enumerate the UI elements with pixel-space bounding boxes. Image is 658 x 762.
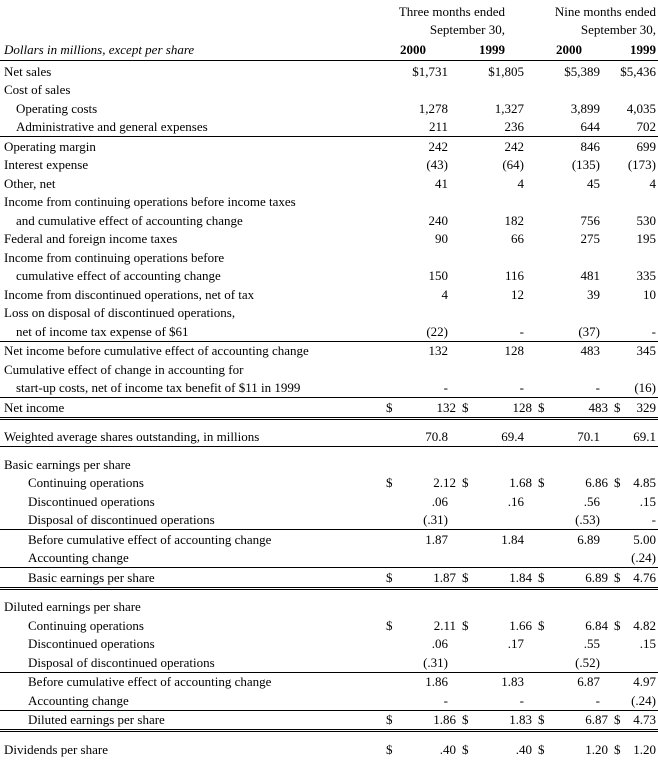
row-label: cumulative effect of accounting change: [16, 268, 221, 283]
row-value: [382, 549, 458, 568]
row-value: -: [651, 323, 656, 339]
row-value: [610, 616, 658, 635]
row-value: 70.8: [382, 428, 458, 447]
row-value: 240: [428, 212, 448, 228]
row-value: [610, 81, 658, 100]
currency-symbol: $: [614, 712, 621, 727]
row-amount: 6.86: [585, 475, 608, 490]
row-value: 1.84: [458, 530, 534, 549]
row-label: Discontinued operations: [28, 636, 155, 651]
table-row: [0, 598, 658, 617]
table-row: [0, 62, 658, 81]
row-label: Before cumulative effect of accounting change: [0, 530, 382, 549]
row-value: [534, 710, 610, 731]
currency-symbol: $: [538, 569, 545, 585]
row-label: Diluted earnings per share: [0, 710, 382, 731]
table-row: [0, 635, 658, 654]
row-value: 530: [636, 212, 656, 228]
row-value: 4: [649, 175, 656, 191]
currency-symbol: $: [386, 741, 393, 757]
row-value: [458, 455, 534, 474]
row-value: 335: [636, 268, 656, 283]
row-value: 41: [435, 175, 448, 191]
row-label: Basic earnings per share: [4, 456, 131, 472]
row-value: [382, 398, 458, 419]
table-row: [0, 230, 658, 249]
row-value: 69.4: [458, 428, 534, 447]
row-value: 699: [610, 137, 658, 156]
row-label: Federal and foreign income taxes: [4, 231, 178, 246]
row-amount: 6.89: [585, 569, 608, 585]
row-spacer: [0, 731, 658, 741]
row-value: [610, 248, 658, 267]
row-value: 116: [504, 268, 524, 283]
row-value: 90: [435, 231, 448, 246]
row-label: Cost of sales: [4, 82, 71, 97]
row-value: 242: [458, 137, 534, 156]
row-value: 182: [504, 212, 524, 228]
row-value: [534, 740, 610, 759]
row-label: Basic earnings per share: [0, 568, 382, 589]
currency-symbol: $: [462, 741, 469, 757]
row-value: 150: [428, 268, 448, 283]
table-row: [0, 455, 658, 474]
row-value: 69.1: [610, 428, 658, 447]
row-label: Income from continuing operations before: [4, 249, 225, 265]
row-label: Loss on disposal of discontinued operations,: [4, 305, 236, 320]
currency-symbol: $: [462, 712, 469, 727]
row-value: [382, 474, 458, 493]
row-value: -: [651, 512, 656, 527]
row-value: $1,731: [412, 63, 448, 79]
row-value: [458, 710, 534, 731]
year-1999-q: 1999: [479, 42, 505, 57]
table-row: [0, 118, 658, 137]
row-value: [382, 455, 458, 474]
row-value: [458, 81, 534, 100]
table-row: [0, 568, 658, 589]
row-value: (.24): [631, 550, 656, 565]
row-label: Disposal of discontinued operations: [28, 512, 215, 527]
row-value: -: [519, 323, 524, 339]
row-label: start-up costs, net of income tax benefit of $11 in 1999: [16, 380, 301, 395]
currency-symbol: $: [614, 741, 621, 757]
row-value: [534, 360, 610, 379]
three-months-header: [399, 3, 505, 39]
row-amount: 1.20: [633, 741, 656, 757]
row-value: (173): [627, 157, 656, 172]
row-amount: 128: [512, 399, 532, 415]
row-value: 66: [511, 231, 524, 246]
row-amount: 132: [436, 399, 456, 415]
table-row: [0, 691, 658, 710]
row-amount: 4.85: [633, 475, 656, 490]
row-value: [382, 360, 458, 379]
income-table: [0, 62, 658, 759]
row-value: (16): [634, 380, 656, 395]
currency-symbol: $: [386, 569, 393, 585]
currency-symbol: $: [538, 712, 545, 727]
row-value: 6.87: [534, 672, 610, 691]
row-label: Income from continuing operations before income taxes: [4, 194, 296, 209]
table-row: [0, 267, 658, 286]
currency-symbol: $: [614, 569, 621, 585]
row-value: -: [595, 692, 600, 708]
row-value: 4: [441, 286, 448, 302]
nine-months-header: [555, 3, 656, 39]
row-value: (22): [426, 323, 448, 339]
row-value: (37): [578, 323, 600, 339]
row-value: [534, 193, 610, 212]
row-value: .06: [431, 636, 448, 651]
row-value: 211: [428, 119, 448, 134]
table-row: [0, 474, 658, 493]
row-amount: 4.73: [633, 712, 656, 727]
row-label: Operating costs: [16, 100, 98, 116]
row-value: .16: [507, 493, 524, 509]
row-value: 10: [643, 286, 656, 302]
row-value: [458, 398, 534, 419]
row-value: [382, 81, 458, 100]
row-label: Other, net: [4, 175, 56, 191]
row-value: .15: [639, 493, 656, 509]
row-label: Interest expense: [4, 157, 89, 172]
row-value: [458, 511, 534, 530]
row-value: -: [519, 692, 524, 708]
currency-symbol: $: [538, 617, 545, 633]
row-label: Net sales: [4, 63, 52, 79]
currency-symbol: $: [614, 617, 621, 633]
table-row: [0, 304, 658, 323]
column-header: [0, 0, 658, 60]
row-amount: 483: [588, 399, 608, 415]
row-value: [382, 598, 458, 617]
row-value: [458, 653, 534, 672]
row-value: [382, 193, 458, 212]
row-label: Operating margin: [0, 137, 382, 156]
row-label: Diluted earnings per share: [4, 599, 141, 614]
row-value: 644: [580, 119, 600, 134]
units-caption: Dollars in millions, except per share: [4, 42, 195, 57]
row-spacer: [0, 418, 658, 428]
row-value: 12: [511, 286, 524, 302]
row-value: [534, 248, 610, 267]
table-row: [0, 530, 658, 549]
row-label: Accounting change: [28, 550, 129, 565]
table-row: [0, 360, 658, 379]
row-label: Disposal of discontinued operations: [28, 654, 215, 670]
table-row: [0, 398, 658, 419]
nine-months-subtitle: September 30,: [580, 22, 656, 37]
three-months-subtitle: September 30,: [429, 22, 505, 37]
table-row: [0, 653, 658, 672]
row-value: 3,899: [570, 100, 600, 116]
row-value: (135): [571, 157, 600, 172]
table-row: [0, 81, 658, 100]
row-label: net of income tax expense of $61: [16, 323, 189, 339]
row-value: [610, 710, 658, 731]
row-value: .55: [583, 636, 600, 651]
table-row: [0, 379, 658, 398]
row-value: $5,389: [564, 63, 600, 79]
row-amount: 6.84: [585, 617, 608, 633]
row-amount: 4.82: [633, 617, 656, 633]
row-amount: 2.12: [433, 475, 456, 490]
table-row: [0, 492, 658, 511]
nine-months-title: Nine months ended: [554, 4, 656, 19]
row-amount: 1.66: [509, 617, 532, 633]
row-value: [458, 304, 534, 323]
row-value: [610, 193, 658, 212]
row-amount: 1.83: [509, 712, 532, 727]
row-value: (.52): [575, 654, 600, 670]
currency-symbol: $: [386, 475, 393, 490]
row-value: (43): [426, 157, 448, 172]
year-2000-q: 2000: [400, 42, 426, 57]
row-value: [534, 616, 610, 635]
row-value: 756: [580, 212, 600, 228]
table-row: [0, 193, 658, 212]
row-value: (.31): [423, 654, 448, 670]
row-amount: 4.76: [633, 569, 656, 585]
row-value: 4: [517, 175, 524, 191]
currency-symbol: $: [462, 569, 469, 585]
row-value: 275: [580, 231, 600, 246]
row-value: -: [519, 380, 524, 395]
row-label: and cumulative effect of accounting change: [16, 212, 243, 228]
year-2000-ytd: 2000: [556, 42, 582, 57]
table-row: [0, 137, 658, 156]
row-value: 483: [534, 341, 610, 360]
row-amount: .40: [439, 741, 456, 757]
row-value: 195: [636, 231, 656, 246]
row-value: [458, 474, 534, 493]
table-row: [0, 99, 658, 118]
row-value: 345: [610, 341, 658, 360]
row-label: Weighted average shares outstanding, in millions: [0, 428, 382, 447]
row-value: [382, 710, 458, 731]
row-label: Discontinued operations: [28, 493, 155, 509]
currency-symbol: $: [614, 475, 621, 490]
row-label: Net income before cumulative effect of accounting change: [0, 341, 382, 360]
row-label: Accounting change: [28, 692, 129, 708]
row-value: [610, 360, 658, 379]
row-amount: 2.11: [433, 617, 456, 633]
row-value: 1.87: [382, 530, 458, 549]
row-value: -: [443, 380, 448, 395]
row-value: (.24): [631, 692, 656, 708]
row-value: [458, 193, 534, 212]
row-spacer: [0, 588, 658, 598]
row-value: 481: [580, 268, 600, 283]
row-value: [382, 568, 458, 589]
row-value: $5,436: [620, 63, 656, 79]
row-label: Before cumulative effect of accounting change: [0, 672, 382, 691]
row-value: 846: [534, 137, 610, 156]
row-value: [458, 568, 534, 589]
row-value: (64): [502, 157, 524, 172]
row-value: [382, 740, 458, 759]
currency-symbol: $: [386, 399, 393, 415]
row-value: .06: [431, 493, 448, 509]
row-value: [382, 248, 458, 267]
row-value: 70.1: [534, 428, 610, 447]
row-value: -: [443, 692, 448, 708]
table-row: [0, 322, 658, 341]
row-amount: 1.68: [509, 475, 532, 490]
currency-symbol: $: [538, 475, 545, 490]
row-value: [534, 598, 610, 617]
row-value: .56: [583, 493, 600, 509]
row-value: [534, 81, 610, 100]
row-value: 4,035: [626, 100, 656, 116]
row-amount: 1.84: [509, 569, 532, 585]
row-spacer: [0, 447, 658, 456]
row-label: Administrative and general expenses: [16, 119, 208, 134]
table-row: [0, 428, 658, 447]
table-row: [0, 285, 658, 304]
row-value: [458, 598, 534, 617]
row-value: [610, 653, 658, 672]
row-amount: 6.87: [585, 712, 608, 727]
row-amount: 1.86: [433, 712, 456, 727]
currency-symbol: $: [386, 712, 393, 727]
row-value: [382, 304, 458, 323]
currency-symbol: $: [462, 475, 469, 490]
year-1999-ytd: 1999: [630, 42, 656, 57]
table-row: [0, 616, 658, 635]
row-value: 236: [504, 119, 524, 134]
table-row: [0, 710, 658, 731]
row-value: (.31): [423, 512, 448, 527]
row-value: 1,327: [494, 100, 524, 116]
row-value: 45: [587, 175, 600, 191]
row-label: Income from discontinued operations, net of tax: [4, 286, 255, 302]
row-amount: 1.87: [433, 569, 456, 585]
table-row: [0, 156, 658, 175]
table-row: [0, 672, 658, 691]
row-value: [610, 398, 658, 419]
row-value: [534, 568, 610, 589]
table-row: [0, 211, 658, 230]
row-label: Dividends per share: [4, 741, 108, 757]
row-value: [610, 740, 658, 759]
row-value: [534, 398, 610, 419]
currency-symbol: $: [462, 617, 469, 633]
row-value: 242: [382, 137, 458, 156]
currency-symbol: $: [538, 741, 545, 757]
row-value: 702: [636, 119, 656, 134]
row-value: [610, 304, 658, 323]
row-label: Cumulative effect of change in accounting for: [4, 361, 244, 377]
row-label: Continuing operations: [28, 617, 144, 633]
row-value: [458, 616, 534, 635]
row-value: 39: [587, 286, 600, 302]
row-value: .15: [639, 636, 656, 651]
three-months-title: Three months ended: [398, 4, 505, 19]
row-value: [534, 455, 610, 474]
row-value: [610, 455, 658, 474]
table-row: [0, 174, 658, 193]
row-value: [458, 360, 534, 379]
row-value: [458, 549, 534, 568]
table-row: [0, 740, 658, 759]
currency-symbol: $: [462, 399, 469, 415]
table-row: [0, 248, 658, 267]
table-row: [0, 549, 658, 568]
row-value: [458, 740, 534, 759]
row-amount: 1.20: [585, 741, 608, 757]
row-value: [534, 549, 610, 568]
row-amount: .40: [515, 741, 532, 757]
row-label: Continuing operations: [28, 475, 144, 490]
currency-symbol: $: [386, 617, 393, 633]
row-value: [610, 568, 658, 589]
currency-symbol: $: [538, 399, 545, 415]
row-amount: 329: [636, 399, 656, 415]
row-label: Net income: [0, 398, 382, 419]
row-value: (.53): [575, 512, 600, 527]
row-value: 132: [382, 341, 458, 360]
row-value: [458, 248, 534, 267]
row-value: 6.89: [534, 530, 610, 549]
row-value: 5.00: [610, 530, 658, 549]
row-value: [534, 474, 610, 493]
row-value: 1,278: [418, 100, 448, 116]
row-value: 128: [458, 341, 534, 360]
row-value: 1.83: [458, 672, 534, 691]
row-value: -: [595, 380, 600, 395]
row-value: [382, 616, 458, 635]
row-value: [534, 304, 610, 323]
currency-symbol: $: [614, 399, 621, 415]
header-rule: [0, 60, 658, 61]
table-row: [0, 511, 658, 530]
row-value: $1,805: [488, 63, 524, 79]
row-value: .17: [507, 636, 524, 651]
row-value: 4.97: [610, 672, 658, 691]
row-value: [610, 474, 658, 493]
row-value: [610, 598, 658, 617]
table-row: [0, 341, 658, 360]
row-value: 1.86: [382, 672, 458, 691]
